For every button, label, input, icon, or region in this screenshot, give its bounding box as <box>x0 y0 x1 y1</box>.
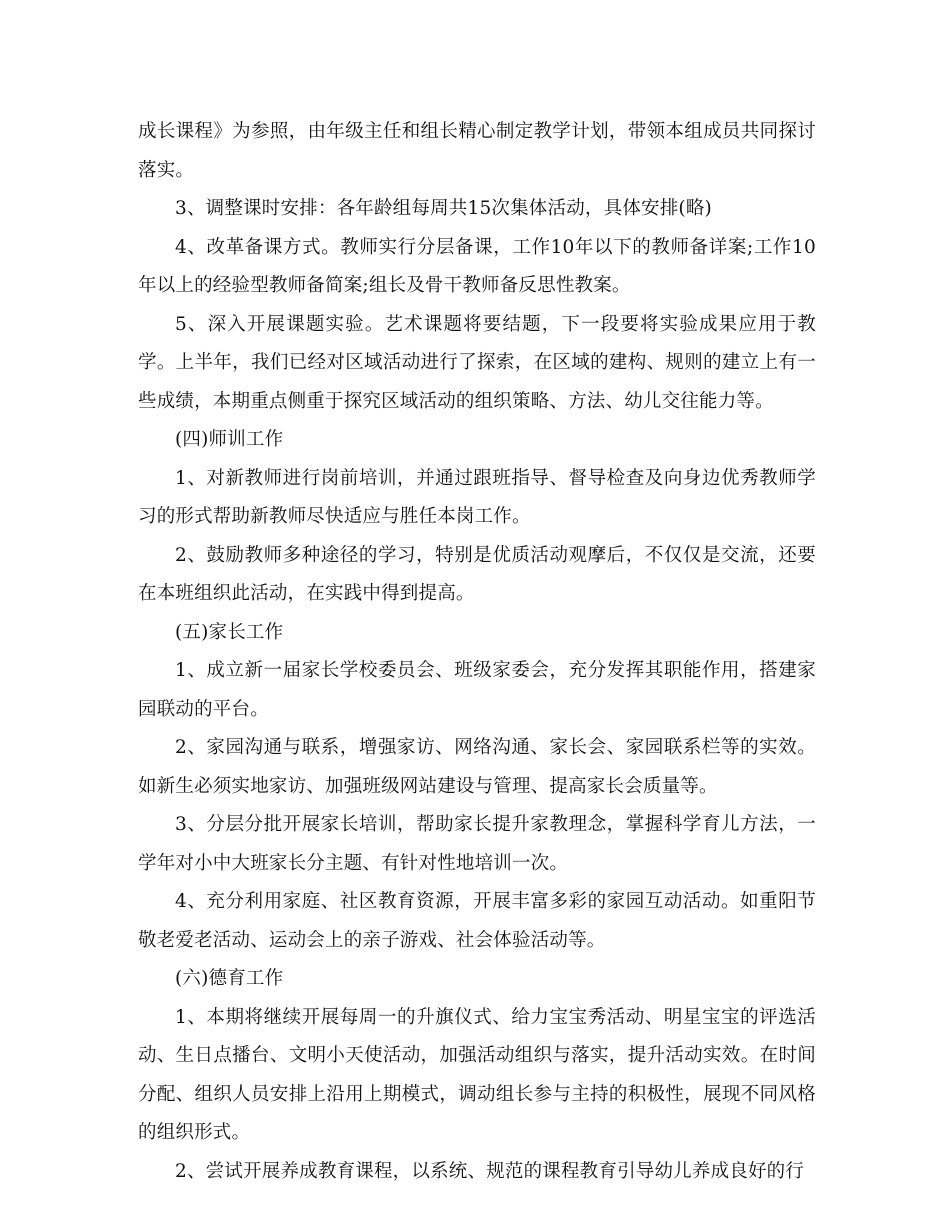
section-heading: (六)德育工作 <box>175 968 284 989</box>
paragraph: 3、调整课时安排：各年龄组每周共15次集体活动，具体安排(略) <box>175 198 712 219</box>
paragraph: 3、分层分批开展家长培训，帮助家长提升家教理念，掌握科学育儿方法，一学年对小中大班家长分主题、有针对性地培训一次。 <box>138 814 816 874</box>
paragraph: 成长课程》为参照，由年级主任和组长精心制定教学计划，带领本组成员共同探讨落实。 <box>138 121 816 181</box>
paragraph: 4、改革备课方式。教师实行分层备课，工作10年以下的教师备详案;工作10年以上的经验型教师备简案;组长及骨干教师备反思性教案。 <box>138 236 816 296</box>
section-heading: (四)师训工作 <box>175 429 284 450</box>
section-heading: (五)家长工作 <box>175 621 284 643</box>
paragraph: 2、家园沟通与联系，增强家访、网络沟通、家长会、家园联系栏等的实效。如新生必须实地家访、加强班级网站建设与管理、提高家长会质量等。 <box>138 737 816 797</box>
paragraph: 4、充分利用家庭、社区教育资源，开展丰富多彩的家园互动活动。如重阳节敬老爱老活动、运动会上的亲子游戏、社会体验活动等。 <box>138 891 816 951</box>
paragraph: 1、成立新一届家长学校委员会、班级家委会，充分发挥其职能作用，搭建家园联动的平台。 <box>138 660 816 720</box>
paragraph: 1、本期将继续开展每周一的升旗仪式、给力宝宝秀活动、明星宝宝的评选活动、生日点播台、文明小天使活动，加强活动组织与落实，提升活动实效。在时间分配、组织人员安排上沿用上期模式，调动组长参与主持的积极性，展现不同风格的组织形式。 <box>138 1006 816 1143</box>
paragraph: 5、深入开展课题实验。艺术课题将要结题，下一段要将实验成果应用于教学。上半年，我们已经对区域活动进行了探索，在区域的建构、规则的建立上有一些成绩，本期重点侧重于探究区域活动的组织策略、方法、幼儿交往能力等。 <box>138 313 816 412</box>
paragraph: 2、尝试开展养成教育课程，以系统、规范的课程教育引导幼儿养成良好的行 <box>175 1160 805 1182</box>
document-body <box>138 113 816 1191</box>
paragraph: 1、对新教师进行岗前培训，并通过跟班指导、督导检查及向身边优秀教师学习的形式帮助新教师尽快适应与胜任本岗工作。 <box>138 467 816 527</box>
paragraph: 2、鼓励教师多种途径的学习，特别是优质活动观摩后，不仅仅是交流，还要在本班组织此活动，在实践中得到提高。 <box>138 544 816 604</box>
